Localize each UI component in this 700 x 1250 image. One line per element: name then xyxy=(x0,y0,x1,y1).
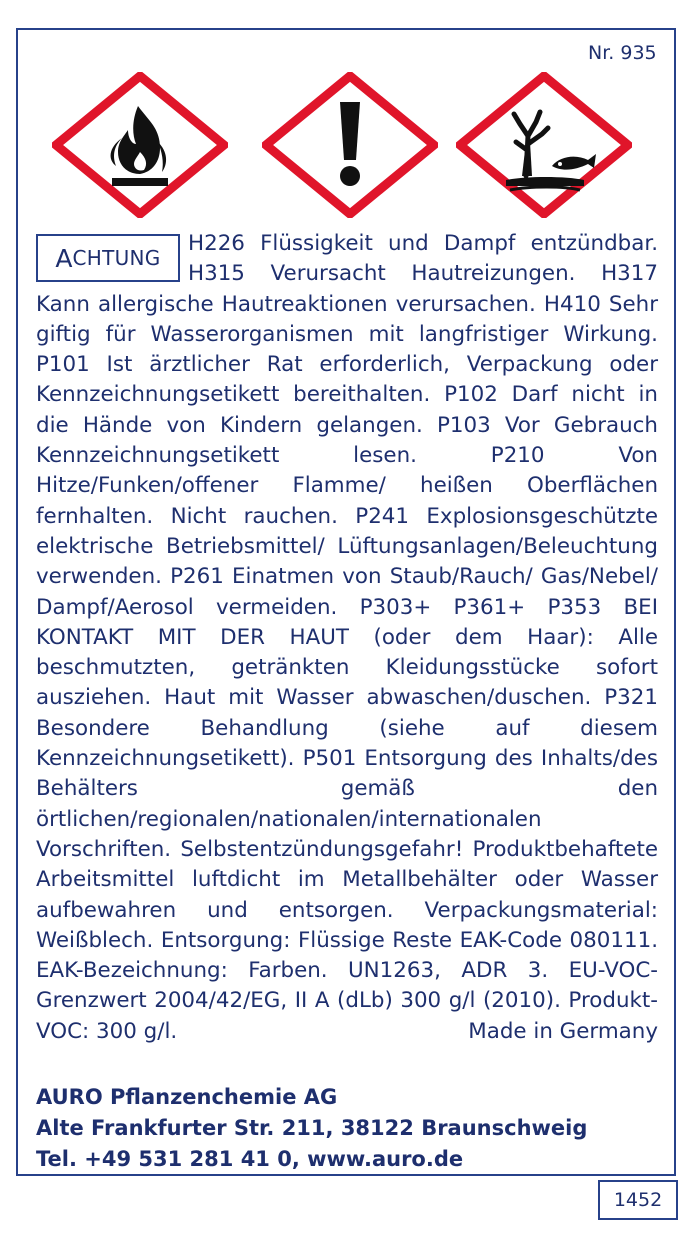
company-address: Alte Frankfurter Str. 211, 38122 Braunschweig xyxy=(36,1116,588,1140)
hazard-statements: H226 Flüssigkeit und Dampf entzündbar. H315 Verursacht Hautreizungen. H317 Kann allergische Hautreaktionen verursachen. H410 Sehr giftig für Wasserorganismen mit langfristiger Wirkung. P101 Ist ärztlicher Rat erforderlich, Verpackung oder Kennzeichnungsetikett bereithalten. P102 Darf nicht in die Hände von Kindern gelangen. P103 Vor Gebrauch Kennzeichnungsetikett lesen. P210 Von Hitze/Funken/offener Flamme/ heißen Oberflächen fernhalten. Nicht rauchen. P241 Explosionsgeschützte elektrische Betriebsmittel/ Lüftungsanlagen/Beleuchtung verwenden. P261 Einatmen von Staub/Rauch/ Gas/Nebel/ Dampf/Aerosol vermeiden. P303+ P361+ P353 BEI KONTAKT MIT DER HAUT (oder dem Haar): Alle beschmutzten, getränkten Kleidungsstücke sofort ausziehen. Haut mit Wasser abwaschen/duschen. P321 Besondere Behandlung (siehe auf diesem Kennzeichnungsetikett). P501 Entsorgung des Inhalts/des Behälters gemäß den örtlichen/regionalen/nationalen/internationalen Vorschriften. Selbstentzündungsgefahr! Produktbehaftete Arbeitsmittel luftdicht im Metallbehälter oder Wasser aufbewahren und entsorgen. Verpackungsmaterial: Weißblech. Entsorgung: Flüssige Reste EAK-Code 080111. EAK-Bezeichnung: Farben. UN1263, ADR 3. EU-VOC-Grenzwert 2004/42/EG, II A (dLb) 300 g/l (2010). Produkt-VOC: 300 g/l. xyxy=(36,231,658,1044)
company-block xyxy=(36,1082,666,1175)
environment-icon xyxy=(456,72,632,218)
signal-word-rest: CHTUNG xyxy=(72,246,161,270)
exclamation-mark-icon xyxy=(262,72,438,218)
product-number: Nr. 935 xyxy=(588,42,657,64)
hazard-precaution-text xyxy=(36,229,658,1047)
made-in-label: Made in Germany xyxy=(468,1018,658,1044)
label-code: 1452 xyxy=(598,1180,678,1220)
company-contact: Tel. +49 531 281 41 0, www.auro.de xyxy=(36,1147,464,1171)
company-name: AURO Pflanzenchemie AG xyxy=(36,1085,338,1109)
signal-word-first-letter: A xyxy=(55,243,73,273)
flame-icon xyxy=(52,72,228,218)
